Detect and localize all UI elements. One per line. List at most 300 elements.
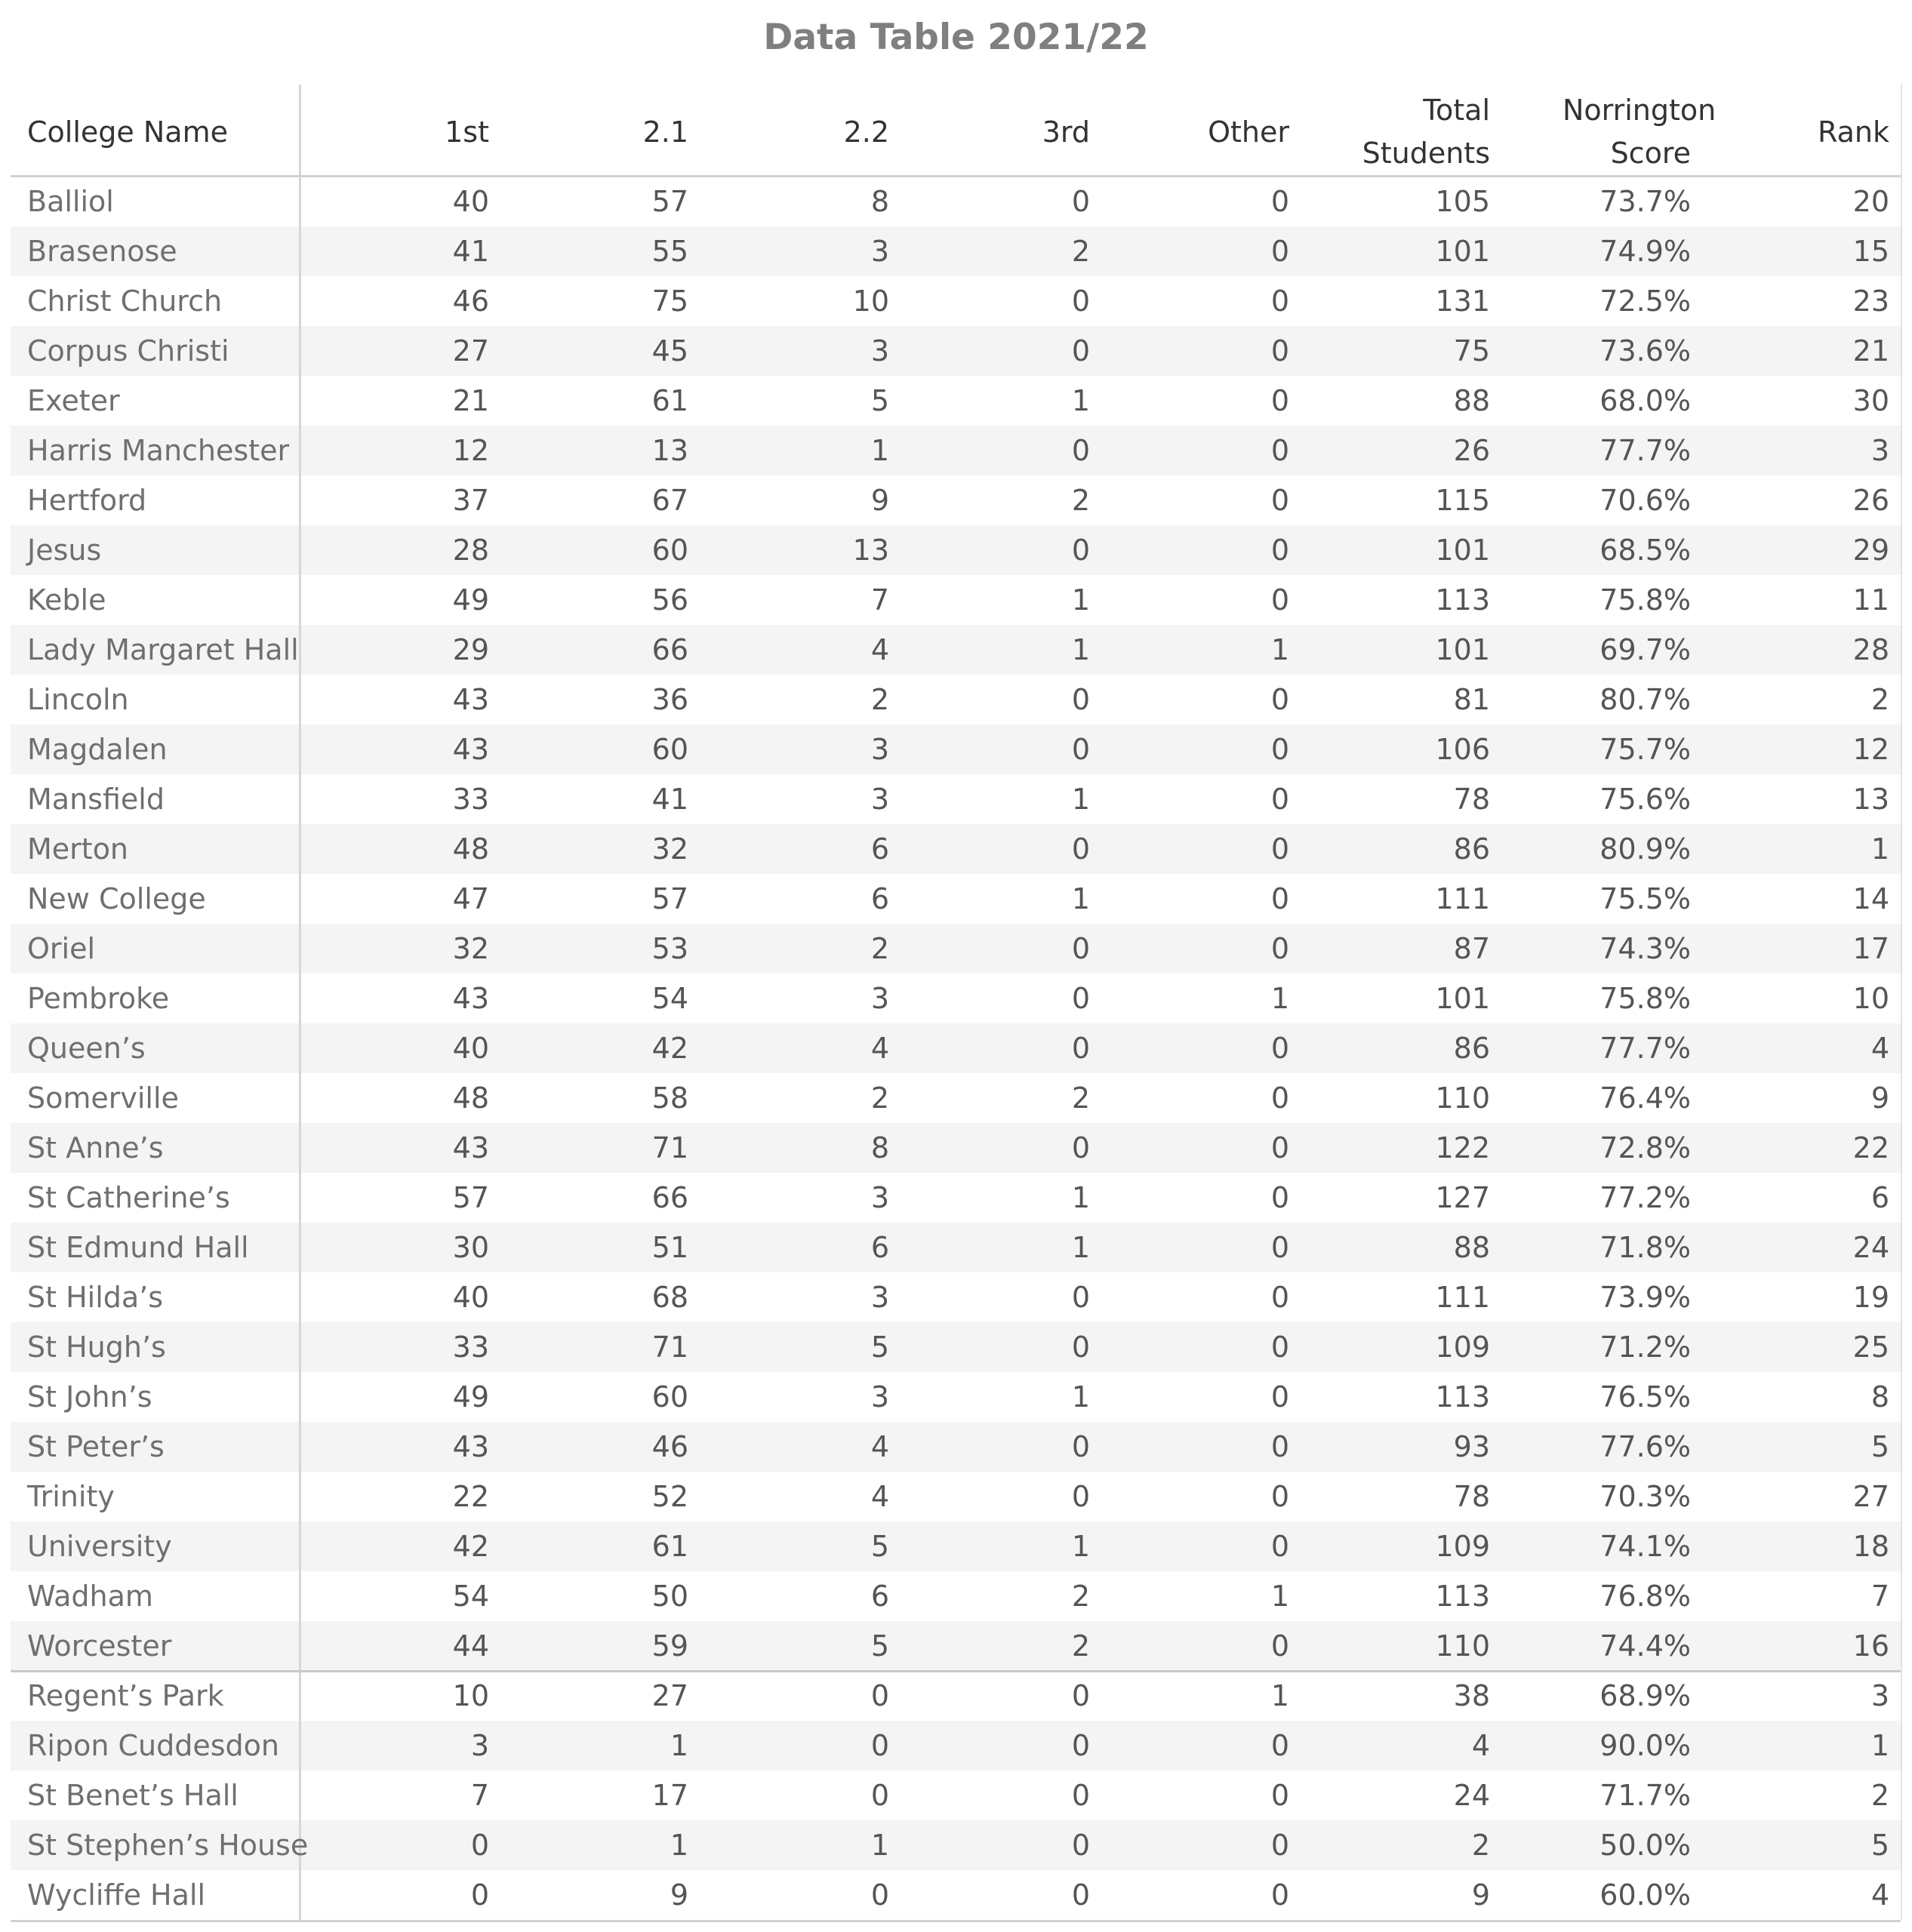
two-one-cell: 60 [651, 534, 688, 567]
two-two-cell: 2 [870, 1081, 889, 1115]
two-two-cell: 5 [870, 384, 889, 417]
two-two-cell: 6 [870, 882, 889, 915]
other-cell: 0 [1270, 534, 1289, 567]
total-students-cell: 2 [1471, 1829, 1490, 1862]
two-one-cell: 59 [651, 1629, 688, 1663]
norrington-score-cell: 75.7% [1599, 733, 1691, 766]
two-one-cell: 58 [651, 1081, 688, 1115]
first-cell: 49 [452, 1380, 489, 1414]
other-cell: 0 [1270, 235, 1289, 268]
two-one-cell: 52 [651, 1480, 688, 1513]
norrington-score-cell: 75.6% [1599, 783, 1691, 816]
two-one-cell: 54 [651, 982, 688, 1015]
norrington-score-cell: 74.3% [1599, 932, 1691, 965]
two-one-cell: 27 [651, 1679, 688, 1712]
first-cell: 54 [452, 1580, 489, 1613]
two-two-cell: 3 [870, 733, 889, 766]
two-two-cell: 3 [870, 1380, 889, 1414]
first-cell: 28 [452, 534, 489, 567]
other-cell: 0 [1270, 1331, 1289, 1364]
college-name-cell: Brasenose [27, 235, 177, 268]
rank-cell: 16 [1852, 1629, 1889, 1663]
other-cell: 0 [1270, 1231, 1289, 1264]
two-one-cell: 9 [670, 1878, 688, 1912]
norrington-score-cell: 73.6% [1599, 334, 1691, 368]
rank-cell: 28 [1852, 633, 1889, 666]
total-students-cell: 81 [1453, 683, 1490, 716]
total-students-cell: 88 [1453, 384, 1490, 417]
norrington-score-cell: 77.6% [1599, 1430, 1691, 1463]
two-two-cell: 10 [852, 285, 889, 318]
total-students-cell: 109 [1435, 1530, 1490, 1563]
two-two-cell: 0 [870, 1779, 889, 1812]
college-name-cell: Trinity [27, 1480, 115, 1513]
norrington-score-cell: 73.9% [1599, 1281, 1691, 1314]
first-cell: 42 [452, 1530, 489, 1563]
norrington-score-cell: 69.7% [1599, 633, 1691, 666]
other-cell: 0 [1270, 783, 1289, 816]
total-students-cell: 93 [1453, 1430, 1490, 1463]
rank-cell: 25 [1852, 1331, 1889, 1364]
third-cell: 0 [1071, 434, 1090, 467]
third-cell: 0 [1071, 1829, 1090, 1862]
college-name-cell: Oriel [27, 932, 96, 965]
third-cell: 0 [1071, 1878, 1090, 1912]
first-cell: 7 [470, 1779, 489, 1812]
rank-cell: 11 [1852, 583, 1889, 617]
third-cell: 1 [1071, 583, 1090, 617]
two-two-cell: 2 [870, 683, 889, 716]
norrington-score-cell: 72.5% [1599, 285, 1691, 318]
total-students-cell: 87 [1453, 932, 1490, 965]
two-one-cell: 53 [651, 932, 688, 965]
two-two-cell: 5 [870, 1530, 889, 1563]
norrington-score-cell: 71.2% [1599, 1331, 1691, 1364]
two-two-cell: 4 [870, 1430, 889, 1463]
rank-cell: 7 [1870, 1580, 1889, 1613]
college-name-cell: University [27, 1530, 172, 1563]
norrington-score-cell: 74.9% [1599, 235, 1691, 268]
other-cell: 0 [1270, 1380, 1289, 1414]
third-cell: 0 [1071, 334, 1090, 368]
norrington-score-cell: 72.8% [1599, 1131, 1691, 1164]
college-name-cell: Exeter [27, 384, 120, 417]
third-cell: 0 [1071, 1480, 1090, 1513]
rank-cell: 5 [1870, 1829, 1889, 1862]
two-two-cell: 3 [870, 334, 889, 368]
third-cell: 0 [1071, 982, 1090, 1015]
rank-cell: 3 [1870, 1679, 1889, 1712]
first-cell: 0 [470, 1878, 489, 1912]
third-cell: 0 [1071, 185, 1090, 218]
two-one-cell: 56 [651, 583, 688, 617]
two-one-cell: 50 [651, 1580, 688, 1613]
total-students-cell: 111 [1435, 1281, 1490, 1314]
college-name-cell: St Edmund Hall [27, 1231, 249, 1264]
rank-cell: 4 [1870, 1032, 1889, 1065]
third-cell: 1 [1071, 384, 1090, 417]
total-students-cell: 113 [1435, 1380, 1490, 1414]
third-cell: 0 [1071, 1131, 1090, 1164]
other-cell: 0 [1270, 1181, 1289, 1214]
rank-cell: 17 [1852, 932, 1889, 965]
table-title: Data Table 2021/22 [763, 17, 1149, 58]
two-one-cell: 68 [651, 1281, 688, 1314]
rank-cell: 29 [1852, 534, 1889, 567]
norrington-score-cell: 76.8% [1599, 1580, 1691, 1613]
rank-cell: 2 [1870, 683, 1889, 716]
total-students-cell: 122 [1435, 1131, 1490, 1164]
college-name-cell: Regent’s Park [27, 1679, 224, 1712]
rank-cell: 23 [1852, 285, 1889, 318]
first-cell: 27 [452, 334, 489, 368]
total-students-cell: 78 [1453, 783, 1490, 816]
norrington-score-cell: 68.9% [1599, 1679, 1691, 1712]
rank-cell: 18 [1852, 1530, 1889, 1563]
header-total-students[interactable]: Total Students [1362, 94, 1490, 170]
total-students-cell: 26 [1453, 434, 1490, 467]
other-cell: 0 [1270, 583, 1289, 617]
rank-cell: 24 [1852, 1231, 1889, 1264]
other-cell: 0 [1270, 334, 1289, 368]
two-two-cell: 9 [870, 484, 889, 517]
third-cell: 0 [1071, 733, 1090, 766]
first-cell: 43 [452, 1430, 489, 1463]
first-cell: 40 [452, 1032, 489, 1065]
two-one-cell: 13 [651, 434, 688, 467]
third-cell: 2 [1071, 1081, 1090, 1115]
other-cell: 0 [1270, 683, 1289, 716]
rank-cell: 1 [1870, 832, 1889, 866]
rank-cell: 12 [1852, 733, 1889, 766]
third-cell: 0 [1071, 1729, 1090, 1762]
two-two-cell: 4 [870, 1032, 889, 1065]
other-cell: 0 [1270, 1281, 1289, 1314]
college-name-cell: St John’s [27, 1380, 152, 1414]
two-two-cell: 2 [870, 932, 889, 965]
other-cell: 0 [1270, 1878, 1289, 1912]
two-two-cell: 1 [870, 434, 889, 467]
two-one-cell: 66 [651, 1181, 688, 1214]
norrington-score-cell: 76.5% [1599, 1380, 1691, 1414]
total-students-cell: 110 [1435, 1629, 1490, 1663]
norrington-score-cell: 50.0% [1599, 1829, 1691, 1862]
third-cell: 1 [1071, 1231, 1090, 1264]
other-cell: 0 [1270, 185, 1289, 218]
two-one-cell: 57 [651, 185, 688, 218]
college-name-cell: Hertford [27, 484, 147, 517]
total-students-cell: 131 [1435, 285, 1490, 318]
two-two-cell: 4 [870, 1480, 889, 1513]
first-cell: 22 [452, 1480, 489, 1513]
first-cell: 57 [452, 1181, 489, 1214]
first-cell: 43 [452, 733, 489, 766]
third-cell: 1 [1071, 1380, 1090, 1414]
total-students-cell: 78 [1453, 1480, 1490, 1513]
third-cell: 0 [1071, 1430, 1090, 1463]
total-students-cell: 110 [1435, 1081, 1490, 1115]
norrington-score-cell: 77.7% [1599, 1032, 1691, 1065]
norrington-score-cell: 74.1% [1599, 1530, 1691, 1563]
third-cell: 1 [1071, 882, 1090, 915]
two-two-cell: 3 [870, 235, 889, 268]
third-cell: 0 [1071, 1679, 1090, 1712]
two-one-cell: 57 [651, 882, 688, 915]
rank-cell: 6 [1870, 1181, 1889, 1214]
other-cell: 0 [1270, 484, 1289, 517]
other-cell: 0 [1270, 285, 1289, 318]
total-students-cell: 109 [1435, 1331, 1490, 1364]
two-one-cell: 41 [651, 783, 688, 816]
two-two-cell: 13 [852, 534, 889, 567]
college-name-cell: Mansfield [27, 783, 165, 816]
college-name-cell: St Anne’s [27, 1131, 164, 1164]
college-name-cell: Wadham [27, 1580, 153, 1613]
norrington-score-cell: 70.3% [1599, 1480, 1691, 1513]
total-students-cell: 24 [1453, 1779, 1490, 1812]
college-name-cell: Queen’s [27, 1032, 146, 1065]
college-name-cell: Balliol [27, 185, 114, 218]
two-two-cell: 6 [870, 1231, 889, 1264]
total-students-cell: 111 [1435, 882, 1490, 915]
college-name-cell: Ripon Cuddesdon [27, 1729, 279, 1762]
college-name-cell: St Hilda’s [27, 1281, 164, 1314]
college-name-cell: St Catherine’s [27, 1181, 230, 1214]
third-cell: 0 [1071, 1281, 1090, 1314]
third-cell: 1 [1071, 1530, 1090, 1563]
two-one-cell: 1 [670, 1829, 688, 1862]
other-cell: 0 [1270, 733, 1289, 766]
other-cell: 0 [1270, 932, 1289, 965]
two-two-cell: 3 [870, 783, 889, 816]
two-one-cell: 60 [651, 733, 688, 766]
college-name-cell: Lincoln [27, 683, 129, 716]
rank-cell: 30 [1852, 384, 1889, 417]
college-name-cell: Christ Church [27, 285, 223, 318]
two-two-cell: 0 [870, 1729, 889, 1762]
two-two-cell: 6 [870, 1580, 889, 1613]
header-college-name[interactable]: College Name [27, 115, 228, 149]
college-name-cell: Lady Margaret Hall [27, 633, 299, 666]
column-divider [299, 85, 301, 1920]
two-two-cell: 0 [870, 1679, 889, 1712]
two-one-cell: 67 [651, 484, 688, 517]
first-cell: 29 [452, 633, 489, 666]
header-rank[interactable]: Rank [1818, 115, 1889, 149]
third-cell: 1 [1071, 783, 1090, 816]
third-cell: 0 [1071, 832, 1090, 866]
college-name-cell: New College [27, 882, 206, 915]
other-cell: 0 [1270, 832, 1289, 866]
rank-cell: 2 [1870, 1779, 1889, 1812]
third-cell: 0 [1071, 683, 1090, 716]
total-students-cell: 105 [1435, 185, 1490, 218]
two-two-cell: 5 [870, 1331, 889, 1364]
two-two-cell: 8 [870, 1131, 889, 1164]
rank-cell: 8 [1870, 1380, 1889, 1414]
other-cell: 1 [1270, 633, 1289, 666]
header-first[interactable]: 1st [445, 115, 489, 149]
college-name-cell: Wycliffe Hall [27, 1878, 206, 1912]
two-one-cell: 60 [651, 1380, 688, 1414]
norrington-score-cell: 71.8% [1599, 1231, 1691, 1264]
two-one-cell: 1 [670, 1729, 688, 1762]
two-one-cell: 46 [651, 1430, 688, 1463]
other-cell: 0 [1270, 1032, 1289, 1065]
first-cell: 43 [452, 982, 489, 1015]
first-cell: 40 [452, 1281, 489, 1314]
total-students-cell: 115 [1435, 484, 1490, 517]
college-name-cell: Harris Manchester [27, 434, 290, 467]
other-cell: 1 [1270, 982, 1289, 1015]
norrington-score-cell: 80.9% [1599, 832, 1691, 866]
table-right-border [1901, 85, 1902, 1920]
college-name-cell: Corpus Christi [27, 334, 229, 368]
first-cell: 33 [452, 1331, 489, 1364]
total-students-cell: 101 [1435, 235, 1490, 268]
college-name-cell: Worcester [27, 1629, 172, 1663]
total-students-cell: 38 [1453, 1679, 1490, 1712]
two-one-cell: 45 [651, 334, 688, 368]
college-name-cell: St Benet’s Hall [27, 1779, 239, 1812]
first-cell: 33 [452, 783, 489, 816]
total-students-cell: 86 [1453, 832, 1490, 866]
norrington-score-cell: 77.2% [1599, 1181, 1691, 1214]
rank-cell: 3 [1870, 434, 1889, 467]
rank-cell: 5 [1870, 1430, 1889, 1463]
header-two-two[interactable]: 2.2 [843, 115, 889, 149]
total-students-cell: 101 [1435, 633, 1490, 666]
other-cell: 0 [1270, 1081, 1289, 1115]
norrington-score-cell: 75.5% [1599, 882, 1691, 915]
college-name-cell: Merton [27, 832, 129, 866]
other-cell: 0 [1270, 1480, 1289, 1513]
header-norrington-score[interactable]: Norrington Score [1563, 94, 1716, 170]
two-one-cell: 36 [651, 683, 688, 716]
third-cell: 2 [1071, 1580, 1090, 1613]
first-cell: 47 [452, 882, 489, 915]
rank-cell: 1 [1870, 1729, 1889, 1762]
third-cell: 0 [1071, 534, 1090, 567]
first-cell: 48 [452, 832, 489, 866]
norrington-score-cell: 68.0% [1599, 384, 1691, 417]
other-cell: 0 [1270, 1629, 1289, 1663]
rank-cell: 22 [1852, 1131, 1889, 1164]
first-cell: 37 [452, 484, 489, 517]
other-cell: 1 [1270, 1580, 1289, 1613]
total-students-cell: 88 [1453, 1231, 1490, 1264]
third-cell: 1 [1071, 633, 1090, 666]
college-name-cell: St Peter’s [27, 1430, 165, 1463]
first-cell: 21 [452, 384, 489, 417]
two-one-cell: 55 [651, 235, 688, 268]
other-cell: 0 [1270, 434, 1289, 467]
norrington-score-cell: 73.7% [1599, 185, 1691, 218]
two-two-cell: 3 [870, 982, 889, 1015]
norrington-score-cell: 68.5% [1599, 534, 1691, 567]
two-one-cell: 17 [651, 1779, 688, 1812]
norrington-score-cell: 75.8% [1599, 982, 1691, 1015]
two-one-cell: 75 [651, 285, 688, 318]
norrington-score-cell: 80.7% [1599, 683, 1691, 716]
rank-cell: 14 [1852, 882, 1889, 915]
norrington-score-cell: 76.4% [1599, 1081, 1691, 1115]
header-third[interactable]: 3rd [1042, 115, 1090, 149]
rank-cell: 19 [1852, 1281, 1889, 1314]
other-cell: 0 [1270, 1729, 1289, 1762]
two-one-cell: 61 [651, 1530, 688, 1563]
table-bottom-border [11, 1920, 1901, 1922]
other-cell: 0 [1270, 1530, 1289, 1563]
college-name-cell: Magdalen [27, 733, 168, 766]
other-cell: 0 [1270, 384, 1289, 417]
other-cell: 0 [1270, 1131, 1289, 1164]
two-one-cell: 51 [651, 1231, 688, 1264]
rank-cell: 21 [1852, 334, 1889, 368]
total-students-cell: 106 [1435, 733, 1490, 766]
first-cell: 48 [452, 1081, 489, 1115]
norrington-score-cell: 60.0% [1599, 1878, 1691, 1912]
third-cell: 1 [1071, 1181, 1090, 1214]
first-cell: 10 [452, 1679, 489, 1712]
total-students-cell: 4 [1471, 1729, 1490, 1762]
other-cell: 1 [1270, 1679, 1289, 1712]
first-cell: 12 [452, 434, 489, 467]
other-cell: 0 [1270, 1779, 1289, 1812]
rank-cell: 4 [1870, 1878, 1889, 1912]
two-two-cell: 8 [870, 185, 889, 218]
first-cell: 43 [452, 683, 489, 716]
norrington-score-cell: 77.7% [1599, 434, 1691, 467]
total-students-cell: 127 [1435, 1181, 1490, 1214]
rank-cell: 15 [1852, 235, 1889, 268]
other-cell: 0 [1270, 1829, 1289, 1862]
header-two-one[interactable]: 2.1 [642, 115, 688, 149]
two-two-cell: 7 [870, 583, 889, 617]
other-cell: 0 [1270, 882, 1289, 915]
two-one-cell: 42 [651, 1032, 688, 1065]
total-students-cell: 113 [1435, 583, 1490, 617]
two-two-cell: 6 [870, 832, 889, 866]
total-students-cell: 101 [1435, 982, 1490, 1015]
first-cell: 41 [452, 235, 489, 268]
third-cell: 0 [1071, 1331, 1090, 1364]
third-cell: 0 [1071, 1779, 1090, 1812]
rank-cell: 10 [1852, 982, 1889, 1015]
first-cell: 32 [452, 932, 489, 965]
norrington-score-cell: 70.6% [1599, 484, 1691, 517]
two-two-cell: 1 [870, 1829, 889, 1862]
third-cell: 2 [1071, 1629, 1090, 1663]
first-cell: 49 [452, 583, 489, 617]
two-one-cell: 61 [651, 384, 688, 417]
rank-cell: 26 [1852, 484, 1889, 517]
third-cell: 2 [1071, 235, 1090, 268]
rank-cell: 9 [1870, 1081, 1889, 1115]
two-one-cell: 71 [651, 1131, 688, 1164]
rank-cell: 27 [1852, 1480, 1889, 1513]
two-one-cell: 66 [651, 633, 688, 666]
first-cell: 46 [452, 285, 489, 318]
header-other[interactable]: Other [1208, 115, 1289, 149]
total-students-cell: 113 [1435, 1580, 1490, 1613]
first-cell: 30 [452, 1231, 489, 1264]
first-cell: 44 [452, 1629, 489, 1663]
two-two-cell: 3 [870, 1181, 889, 1214]
two-one-cell: 32 [651, 832, 688, 866]
first-cell: 43 [452, 1131, 489, 1164]
first-cell: 0 [470, 1829, 489, 1862]
